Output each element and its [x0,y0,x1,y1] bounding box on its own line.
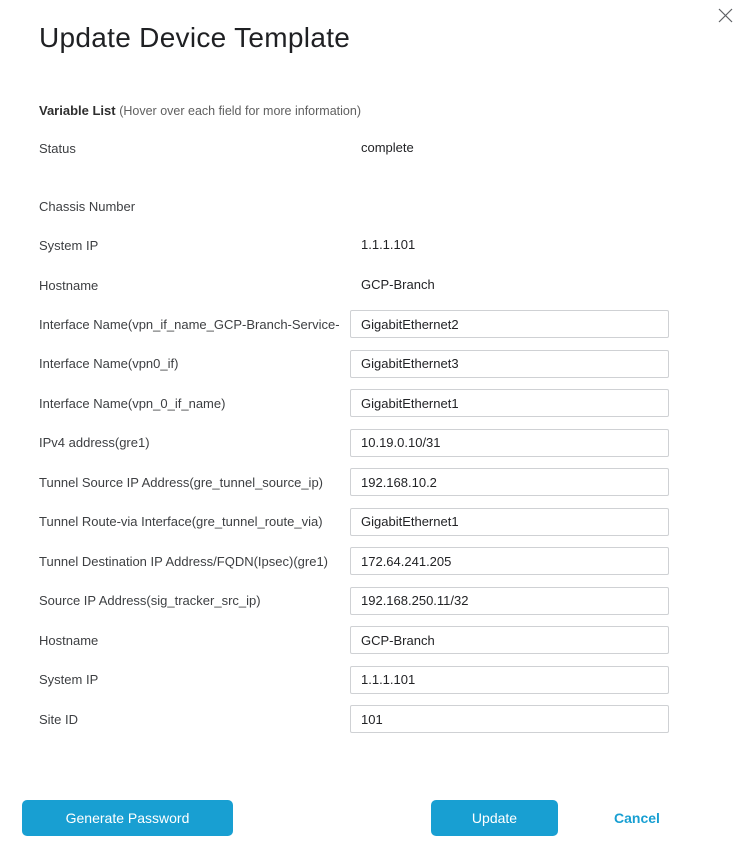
field-label: System IP [39,237,99,253]
field-row [39,587,668,615]
field-label: Hostname [39,632,99,648]
cancel-button[interactable]: Cancel [614,810,660,826]
field-label: Site ID [39,711,79,727]
variable-list-hint: (Hover over each field for more information) [119,104,361,118]
field-value: 1.1.1.101 [361,237,416,252]
field-input[interactable] [350,626,669,654]
field-label: Chassis Number [39,198,136,214]
field-value-cell [350,626,669,654]
field-row [39,389,668,417]
variable-list-heading: Variable List [39,103,116,118]
field-label: Source IP Address(sig_tracker_src_ip) [39,593,261,608]
field-label: Interface Name(vpn_0_if_name) [39,395,226,411]
dialog-footer [22,800,668,836]
field-value-cell [350,197,669,215]
field-row [39,310,668,338]
field-value-cell [350,310,669,338]
field-row [39,140,668,156]
field-input[interactable] [350,508,669,536]
field-value-cell [350,389,669,417]
field-value-cell [350,508,669,536]
field-input[interactable] [350,310,669,338]
field-input[interactable] [350,350,669,378]
field-value-cell [350,350,669,378]
field-label: Status [39,140,76,156]
field-row [39,547,668,575]
field-value-cell [350,547,669,575]
variable-list-header [39,103,668,119]
field-input[interactable] [350,468,669,496]
field-label: IPv4 address(gre1) [39,435,150,450]
field-row [39,350,668,378]
field-value-cell [350,236,669,254]
close-x-glyph [718,8,733,23]
field-input[interactable] [350,705,669,733]
field-label: Tunnel Source IP Address(gre_tunnel_source_ip) [39,474,324,490]
update-button[interactable]: Update [431,800,558,836]
field-row [39,666,668,694]
field-value: complete [361,140,414,155]
field-value-cell [350,468,669,496]
field-row [39,429,668,457]
field-value-cell [350,276,669,294]
field-label: Tunnel Destination IP Address/FQDN(Ipsec)(gre1) [39,553,329,569]
field-row [39,508,668,536]
field-label: Interface Name(vpn_if_name_GCP-Branch-Service- [39,316,340,332]
input-field-list [39,310,668,733]
field-label: Tunnel Route-via Interface(gre_tunnel_route_via) [39,514,323,529]
field-row [39,705,668,733]
generate-password-button[interactable]: Generate Password [22,800,233,836]
field-value-cell [350,587,669,615]
field-row [39,198,668,214]
field-label: System IP [39,672,99,687]
field-value-cell [350,139,669,157]
field-label: Interface Name(vpn0_if) [39,356,179,371]
field-value-cell [350,666,669,694]
field-input[interactable] [350,666,669,694]
static-field-list [39,140,668,293]
field-row [39,277,668,293]
page-title: Update Device Template [39,22,351,53]
field-value-cell [350,429,669,457]
field-row [39,237,668,253]
field-value: GCP-Branch [361,277,435,292]
field-input[interactable] [350,547,669,575]
field-row [39,468,668,496]
field-value-cell [350,705,669,733]
field-label: Hostname [39,277,99,293]
close-icon[interactable] [716,6,734,24]
field-input[interactable] [350,587,669,615]
field-input[interactable] [350,389,669,417]
field-input[interactable] [350,429,669,457]
field-row [39,626,668,654]
